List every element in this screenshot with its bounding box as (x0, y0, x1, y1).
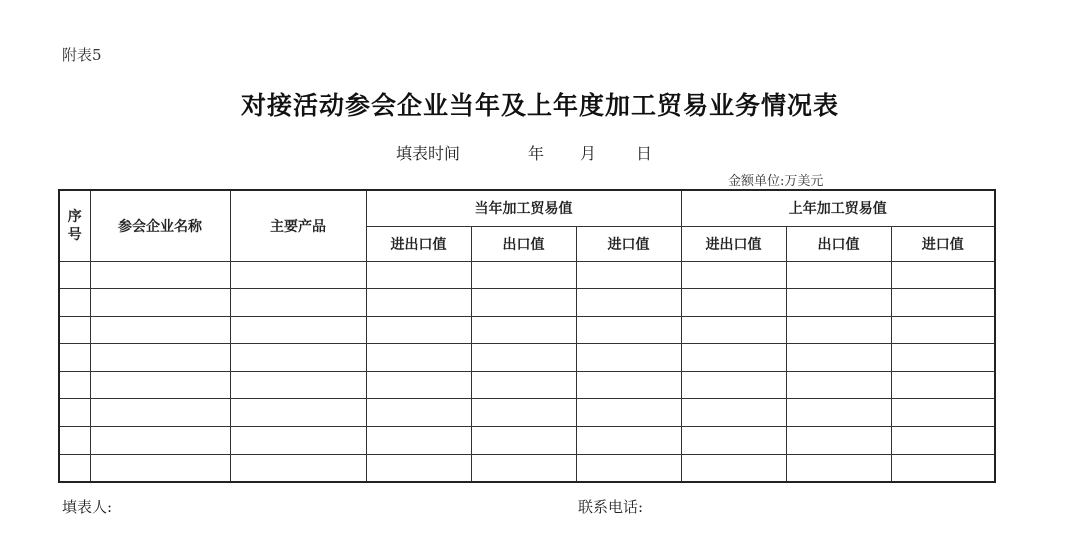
table-cell[interactable] (366, 371, 471, 399)
table-cell[interactable] (891, 399, 995, 427)
header-previous-total: 进出口值 (681, 226, 786, 261)
table-cell[interactable] (59, 427, 90, 455)
table-row (59, 289, 995, 317)
table-cell[interactable] (230, 261, 366, 289)
header-seq: 序 号 (59, 190, 90, 261)
table-cell[interactable] (471, 399, 576, 427)
table-cell[interactable] (576, 344, 681, 372)
amount-unit-note: 金额单位:万美元 (728, 174, 824, 189)
table-cell[interactable] (681, 399, 786, 427)
table-cell[interactable] (471, 316, 576, 344)
table-cell[interactable] (786, 289, 891, 317)
table-cell[interactable] (59, 454, 90, 482)
table-cell[interactable] (681, 344, 786, 372)
table-cell[interactable] (786, 454, 891, 482)
table-cell[interactable] (230, 289, 366, 317)
table-row (59, 427, 995, 455)
fill-time-day: 日 (636, 144, 653, 163)
table-row (59, 344, 995, 372)
table-cell[interactable] (59, 261, 90, 289)
attachment-label: 附表5 (62, 46, 102, 64)
table-cell[interactable] (366, 427, 471, 455)
table-cell[interactable] (786, 344, 891, 372)
header-previous-import: 进口值 (891, 226, 995, 261)
header-previous-year-group: 上年加工贸易值 (681, 190, 995, 226)
table-cell[interactable] (576, 261, 681, 289)
fill-time-line (396, 141, 652, 164)
table-cell[interactable] (786, 399, 891, 427)
table-cell[interactable] (90, 399, 230, 427)
table-cell[interactable] (576, 371, 681, 399)
header-current-total: 进出口值 (366, 226, 471, 261)
table-cell[interactable] (786, 316, 891, 344)
table-cell[interactable] (366, 454, 471, 482)
table-cell[interactable] (366, 399, 471, 427)
table-cell[interactable] (471, 289, 576, 317)
table-cell[interactable] (891, 344, 995, 372)
table-cell[interactable] (90, 316, 230, 344)
table-cell[interactable] (471, 344, 576, 372)
filler-label: 填表人: (62, 498, 113, 516)
table-cell[interactable] (471, 427, 576, 455)
table-row (59, 399, 995, 427)
table-cell[interactable] (230, 316, 366, 344)
trade-table (58, 189, 996, 483)
table-cell[interactable] (90, 261, 230, 289)
table-cell[interactable] (366, 316, 471, 344)
table-cell[interactable] (786, 261, 891, 289)
table-cell[interactable] (366, 344, 471, 372)
table-cell[interactable] (891, 371, 995, 399)
table-cell[interactable] (230, 344, 366, 372)
fill-time-label: 填表时间 (396, 144, 461, 163)
table-row (59, 371, 995, 399)
header-current-import: 进口值 (576, 226, 681, 261)
fill-time-month: 月 (580, 144, 597, 163)
header-previous-export: 出口值 (786, 226, 891, 261)
table-cell[interactable] (230, 427, 366, 455)
table-row (59, 316, 995, 344)
table-cell[interactable] (891, 454, 995, 482)
table-cell[interactable] (681, 316, 786, 344)
table-cell[interactable] (471, 261, 576, 289)
table-cell[interactable] (59, 289, 90, 317)
header-current-year-group: 当年加工贸易值 (366, 190, 681, 226)
table-cell[interactable] (366, 261, 471, 289)
table-cell[interactable] (891, 289, 995, 317)
table-cell[interactable] (576, 427, 681, 455)
table-cell[interactable] (681, 427, 786, 455)
table-cell[interactable] (576, 289, 681, 317)
header-company-name: 参会企业名称 (90, 190, 230, 261)
table-row (59, 454, 995, 482)
table-cell[interactable] (90, 289, 230, 317)
table-cell[interactable] (681, 289, 786, 317)
table-cell[interactable] (891, 261, 995, 289)
table-cell[interactable] (59, 344, 90, 372)
table-cell[interactable] (681, 454, 786, 482)
table-cell[interactable] (471, 454, 576, 482)
header-main-product: 主要产品 (230, 190, 366, 261)
table-cell[interactable] (681, 371, 786, 399)
table-cell[interactable] (230, 399, 366, 427)
table-cell[interactable] (891, 427, 995, 455)
table-cell[interactable] (90, 371, 230, 399)
contact-phone-label: 联系电话: (578, 498, 644, 516)
table-cell[interactable] (59, 316, 90, 344)
table-cell[interactable] (786, 371, 891, 399)
fill-time-year: 年 (528, 144, 545, 163)
table-cell[interactable] (230, 371, 366, 399)
table-body (59, 261, 995, 482)
form-title: 对接活动参会企业当年及上年度加工贸易业务情况表 (240, 91, 839, 120)
table-row (59, 261, 995, 289)
table-cell[interactable] (576, 454, 681, 482)
table-cell[interactable] (366, 289, 471, 317)
table-cell[interactable] (576, 316, 681, 344)
table-cell[interactable] (90, 427, 230, 455)
table-cell[interactable] (90, 344, 230, 372)
table-cell[interactable] (891, 316, 995, 344)
table-cell[interactable] (471, 371, 576, 399)
table-cell[interactable] (59, 371, 90, 399)
table-cell[interactable] (681, 261, 786, 289)
table-cell[interactable] (230, 454, 366, 482)
table-cell[interactable] (90, 454, 230, 482)
table-cell[interactable] (59, 399, 90, 427)
table-cell[interactable] (786, 427, 891, 455)
table-cell[interactable] (576, 399, 681, 427)
header-current-export: 出口值 (471, 226, 576, 261)
